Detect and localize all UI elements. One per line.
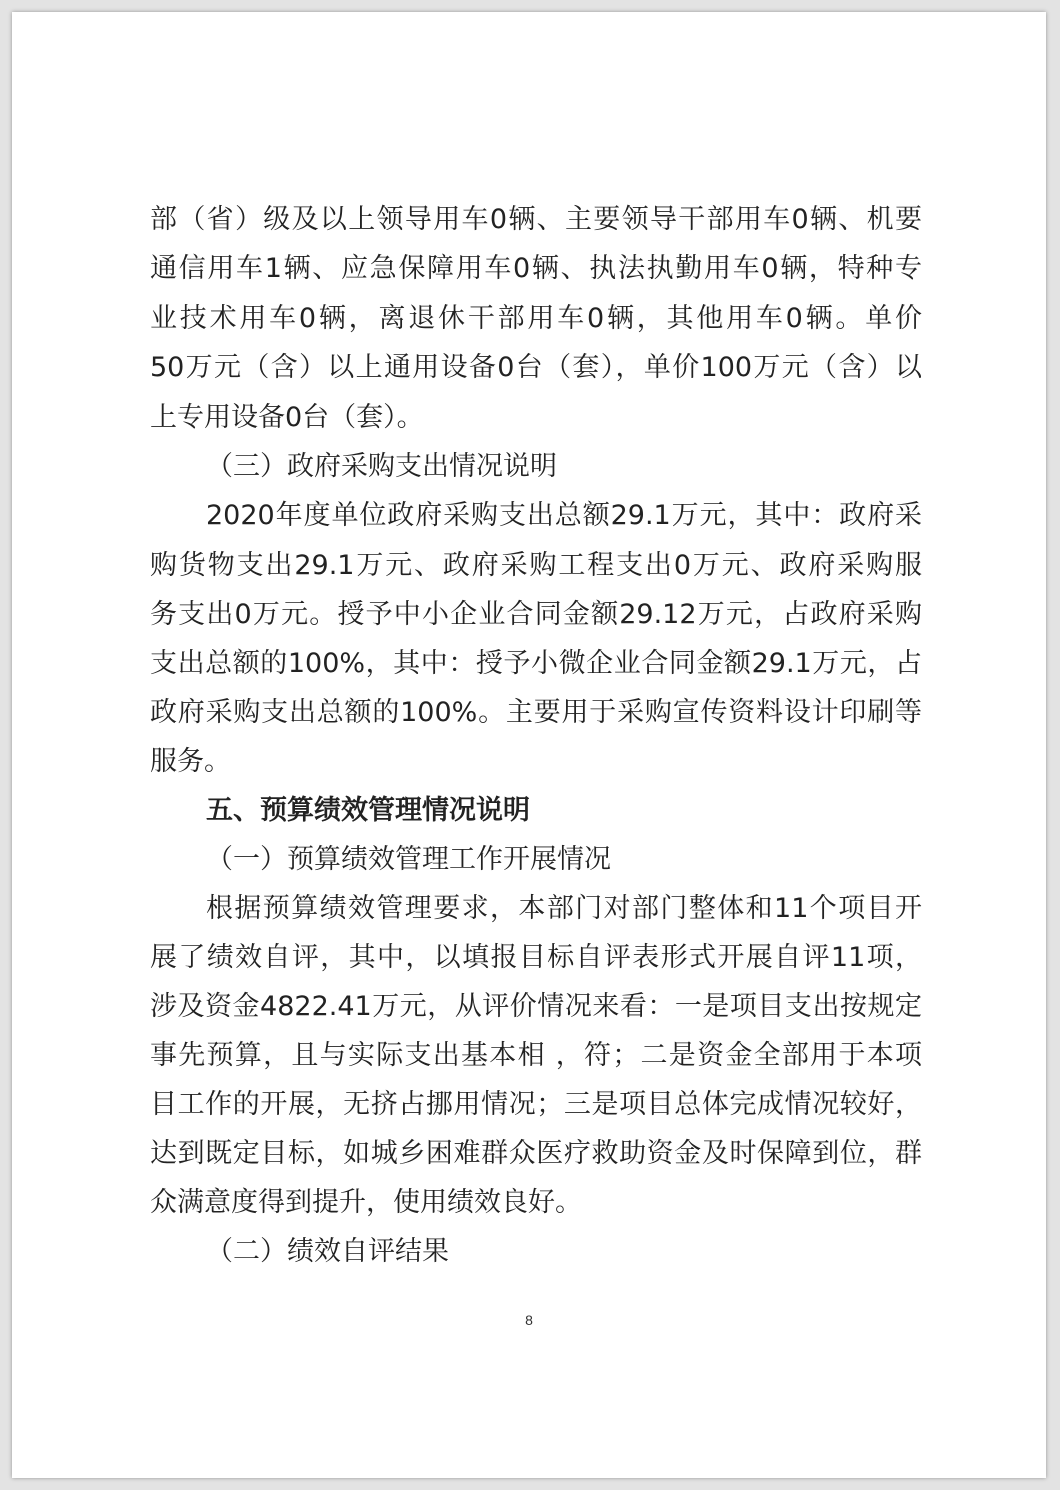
paragraph-line: 展了绩效自评，其中，以填报目标自评表形式开展自评11项， <box>150 942 922 973</box>
paragraph-line: 目工作的开展，无挤占挪用情况；三是项目总体完成情况较好， <box>150 1089 922 1120</box>
paragraph-line: 政府采购支出总额的100%。主要用于采购宣传资料设计印刷等 <box>150 697 922 728</box>
section-subheading: （二）绩效自评结果 <box>206 1236 449 1267</box>
paragraph-line: 购货物支出29.1万元、政府采购工程支出0万元、政府采购服 <box>150 550 922 581</box>
section-heading: 五、预算绩效管理情况说明 <box>206 795 530 826</box>
paragraph-line: 事先预算，且与实际支出基本相 ，符；二是资金全部用于本项 <box>150 1040 922 1071</box>
paragraph-line: 2020年度单位政府采购支出总额29.1万元，其中：政府采 <box>206 500 922 531</box>
section-subheading: （三）政府采购支出情况说明 <box>206 451 557 482</box>
paragraph-line: 50万元（含）以上通用设备0台（套），单价100万元（含）以 <box>150 352 922 383</box>
paragraph-line: 务支出0万元。授予中小企业合同金额29.12万元，占政府采购 <box>150 599 922 630</box>
document-page <box>12 12 1046 1478</box>
paragraph-line: 根据预算绩效管理要求，本部门对部门整体和11个项目开 <box>206 893 922 924</box>
paragraph-line: 服务。 <box>150 746 231 777</box>
paragraph-line: 众满意度得到提升，使用绩效良好。 <box>150 1187 582 1218</box>
paragraph-line: 通信用车1辆、应急保障用车0辆、执法执勤用车0辆，特种专 <box>150 253 922 284</box>
paragraph-line: 达到既定目标，如城乡困难群众医疗救助资金及时保障到位，群 <box>150 1138 922 1169</box>
paragraph-line: 涉及资金4822.41万元，从评价情况来看：一是项目支出按规定 <box>150 991 922 1022</box>
paragraph-line: 部（省）级及以上领导用车0辆、主要领导干部用车0辆、机要 <box>150 204 922 235</box>
paragraph-line: 支出总额的100%，其中：授予小微企业合同金额29.1万元，占 <box>150 648 922 679</box>
paragraph-line: 上专用设备0台（套）。 <box>150 402 424 433</box>
page-number: 8 <box>525 1312 533 1328</box>
paragraph-line: 业技术用车0辆，离退休干部用车0辆，其他用车0辆。单价 <box>150 303 922 334</box>
section-subheading: （一）预算绩效管理工作开展情况 <box>206 844 611 875</box>
